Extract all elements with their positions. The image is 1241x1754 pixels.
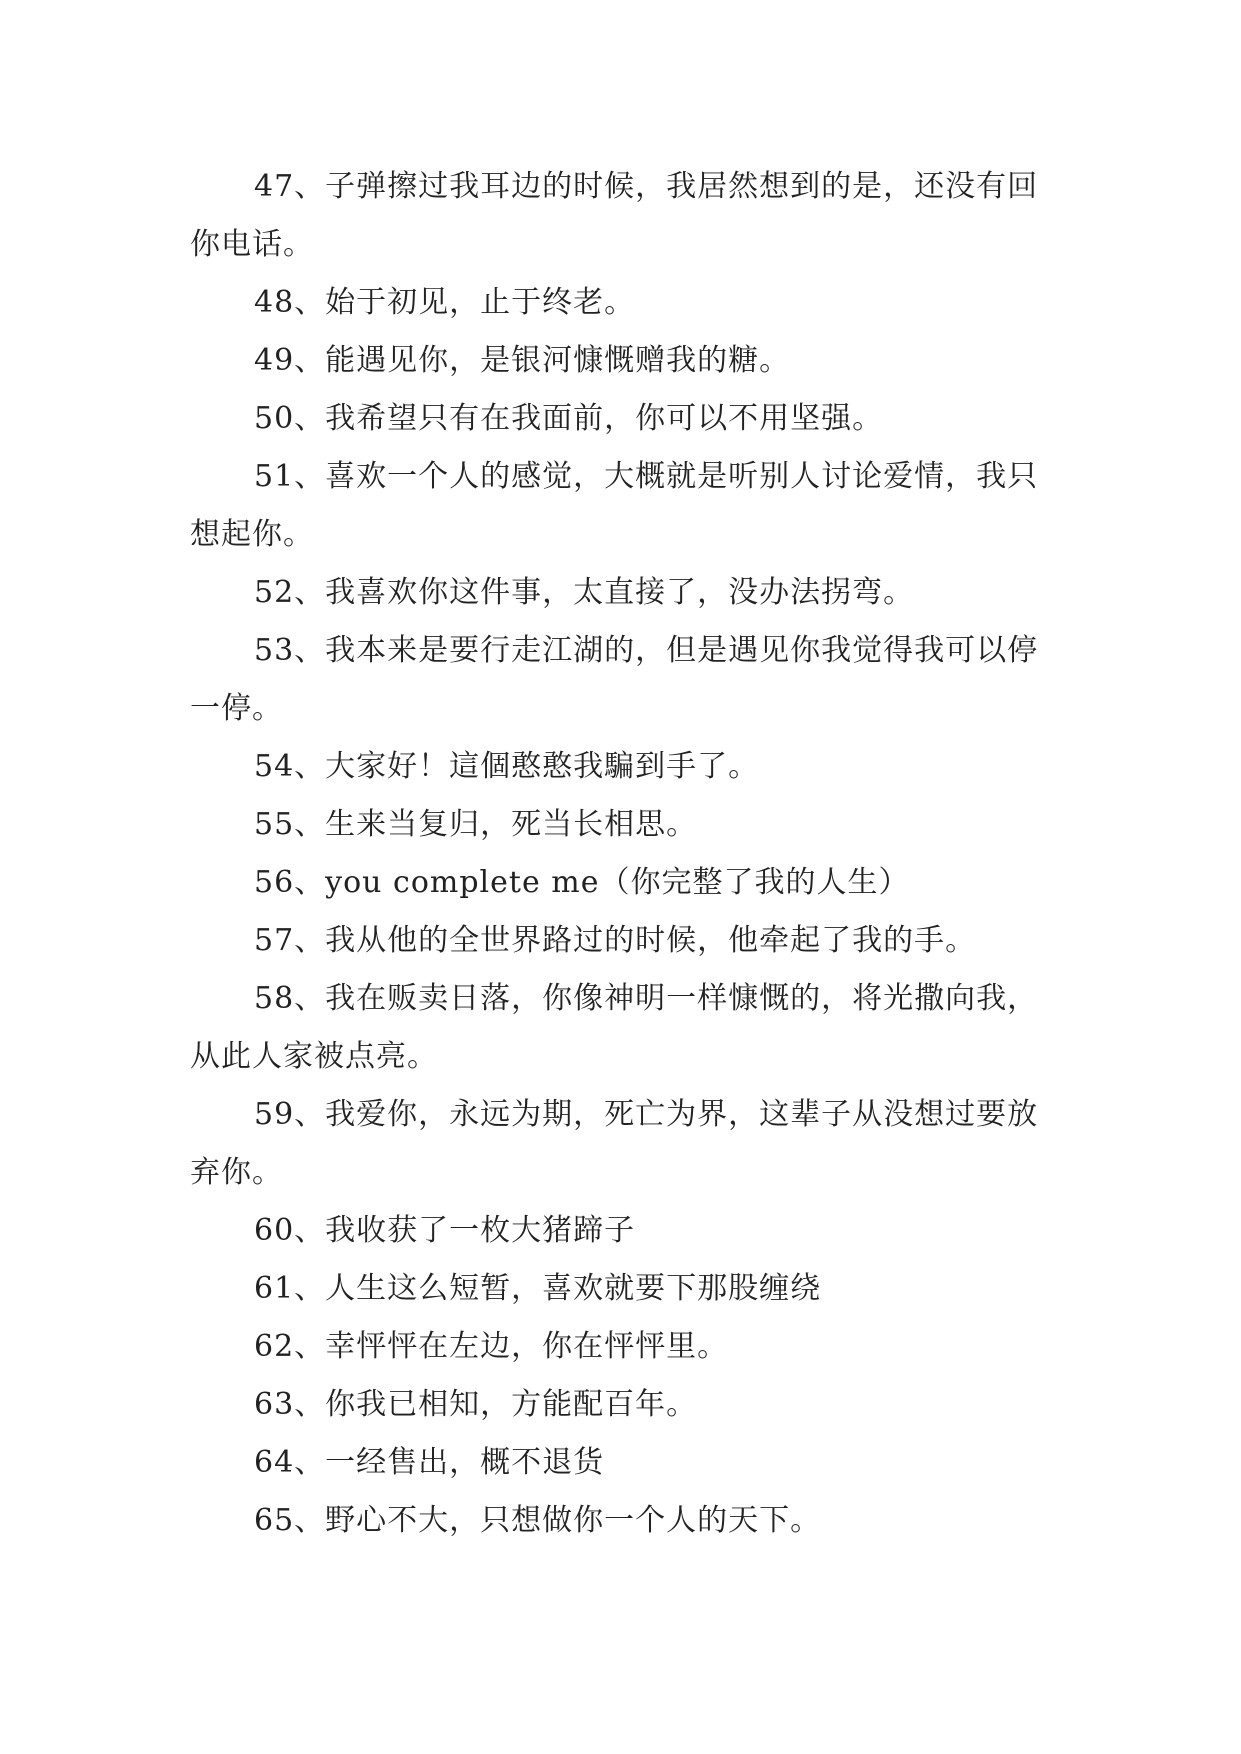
paragraph-58: 58、我在贩卖日落，你像神明一样慷慨的，将光撒向我，从此人家被点亮。 (190, 981, 1039, 1074)
paragraph-65: 65、野心不大，只想做你一个人的天下。 (254, 1503, 822, 1538)
paragraph-56: 56、you complete me（你完整了我的人生） (254, 865, 910, 900)
document-body (190, 158, 1056, 1550)
paragraph-47: 47、子弹擦过我耳边的时候，我居然想到的是，还没有回你电话。 (190, 169, 1039, 262)
paragraph-60: 60、我收获了一枚大猪蹄子 (254, 1213, 636, 1248)
paragraph-59: 59、我爱你，永远为期，死亡为界，这辈子从没想过要放弃你。 (190, 1097, 1039, 1190)
paragraph-63: 63、你我已相知，方能配百年。 (254, 1387, 698, 1422)
paragraph-51: 51、喜欢一个人的感觉，大概就是听别人讨论爱情，我只想起你。 (190, 459, 1039, 552)
paragraph-55: 55、生来当复归，死当长相思。 (254, 807, 698, 842)
paragraph-48: 48、始于初见，止于终老。 (254, 285, 636, 320)
paragraph-52: 52、我喜欢你这件事，太直接了，没办法拐弯。 (254, 575, 915, 610)
paragraph-57: 57、我从他的全世界路过的时候，他牵起了我的手。 (254, 923, 977, 958)
paragraph-61: 61、人生这么短暂，喜欢就要下那股缠绕 (254, 1271, 822, 1306)
paragraph-53: 53、我本来是要行走江湖的，但是遇见你我觉得我可以停一停。 (190, 633, 1039, 726)
paragraph-54: 54、大家好！這個憨憨我騙到手了。 (254, 749, 760, 784)
paragraph-50: 50、我希望只有在我面前，你可以不用坚强。 (254, 401, 884, 436)
paragraph-49: 49、能遇见你，是银河慷慨赠我的糖。 (254, 343, 791, 378)
paragraph-64: 64、一经售出，概不退货 (254, 1445, 605, 1480)
paragraph-62: 62、幸怦怦在左边，你在怦怦里。 (254, 1329, 729, 1364)
